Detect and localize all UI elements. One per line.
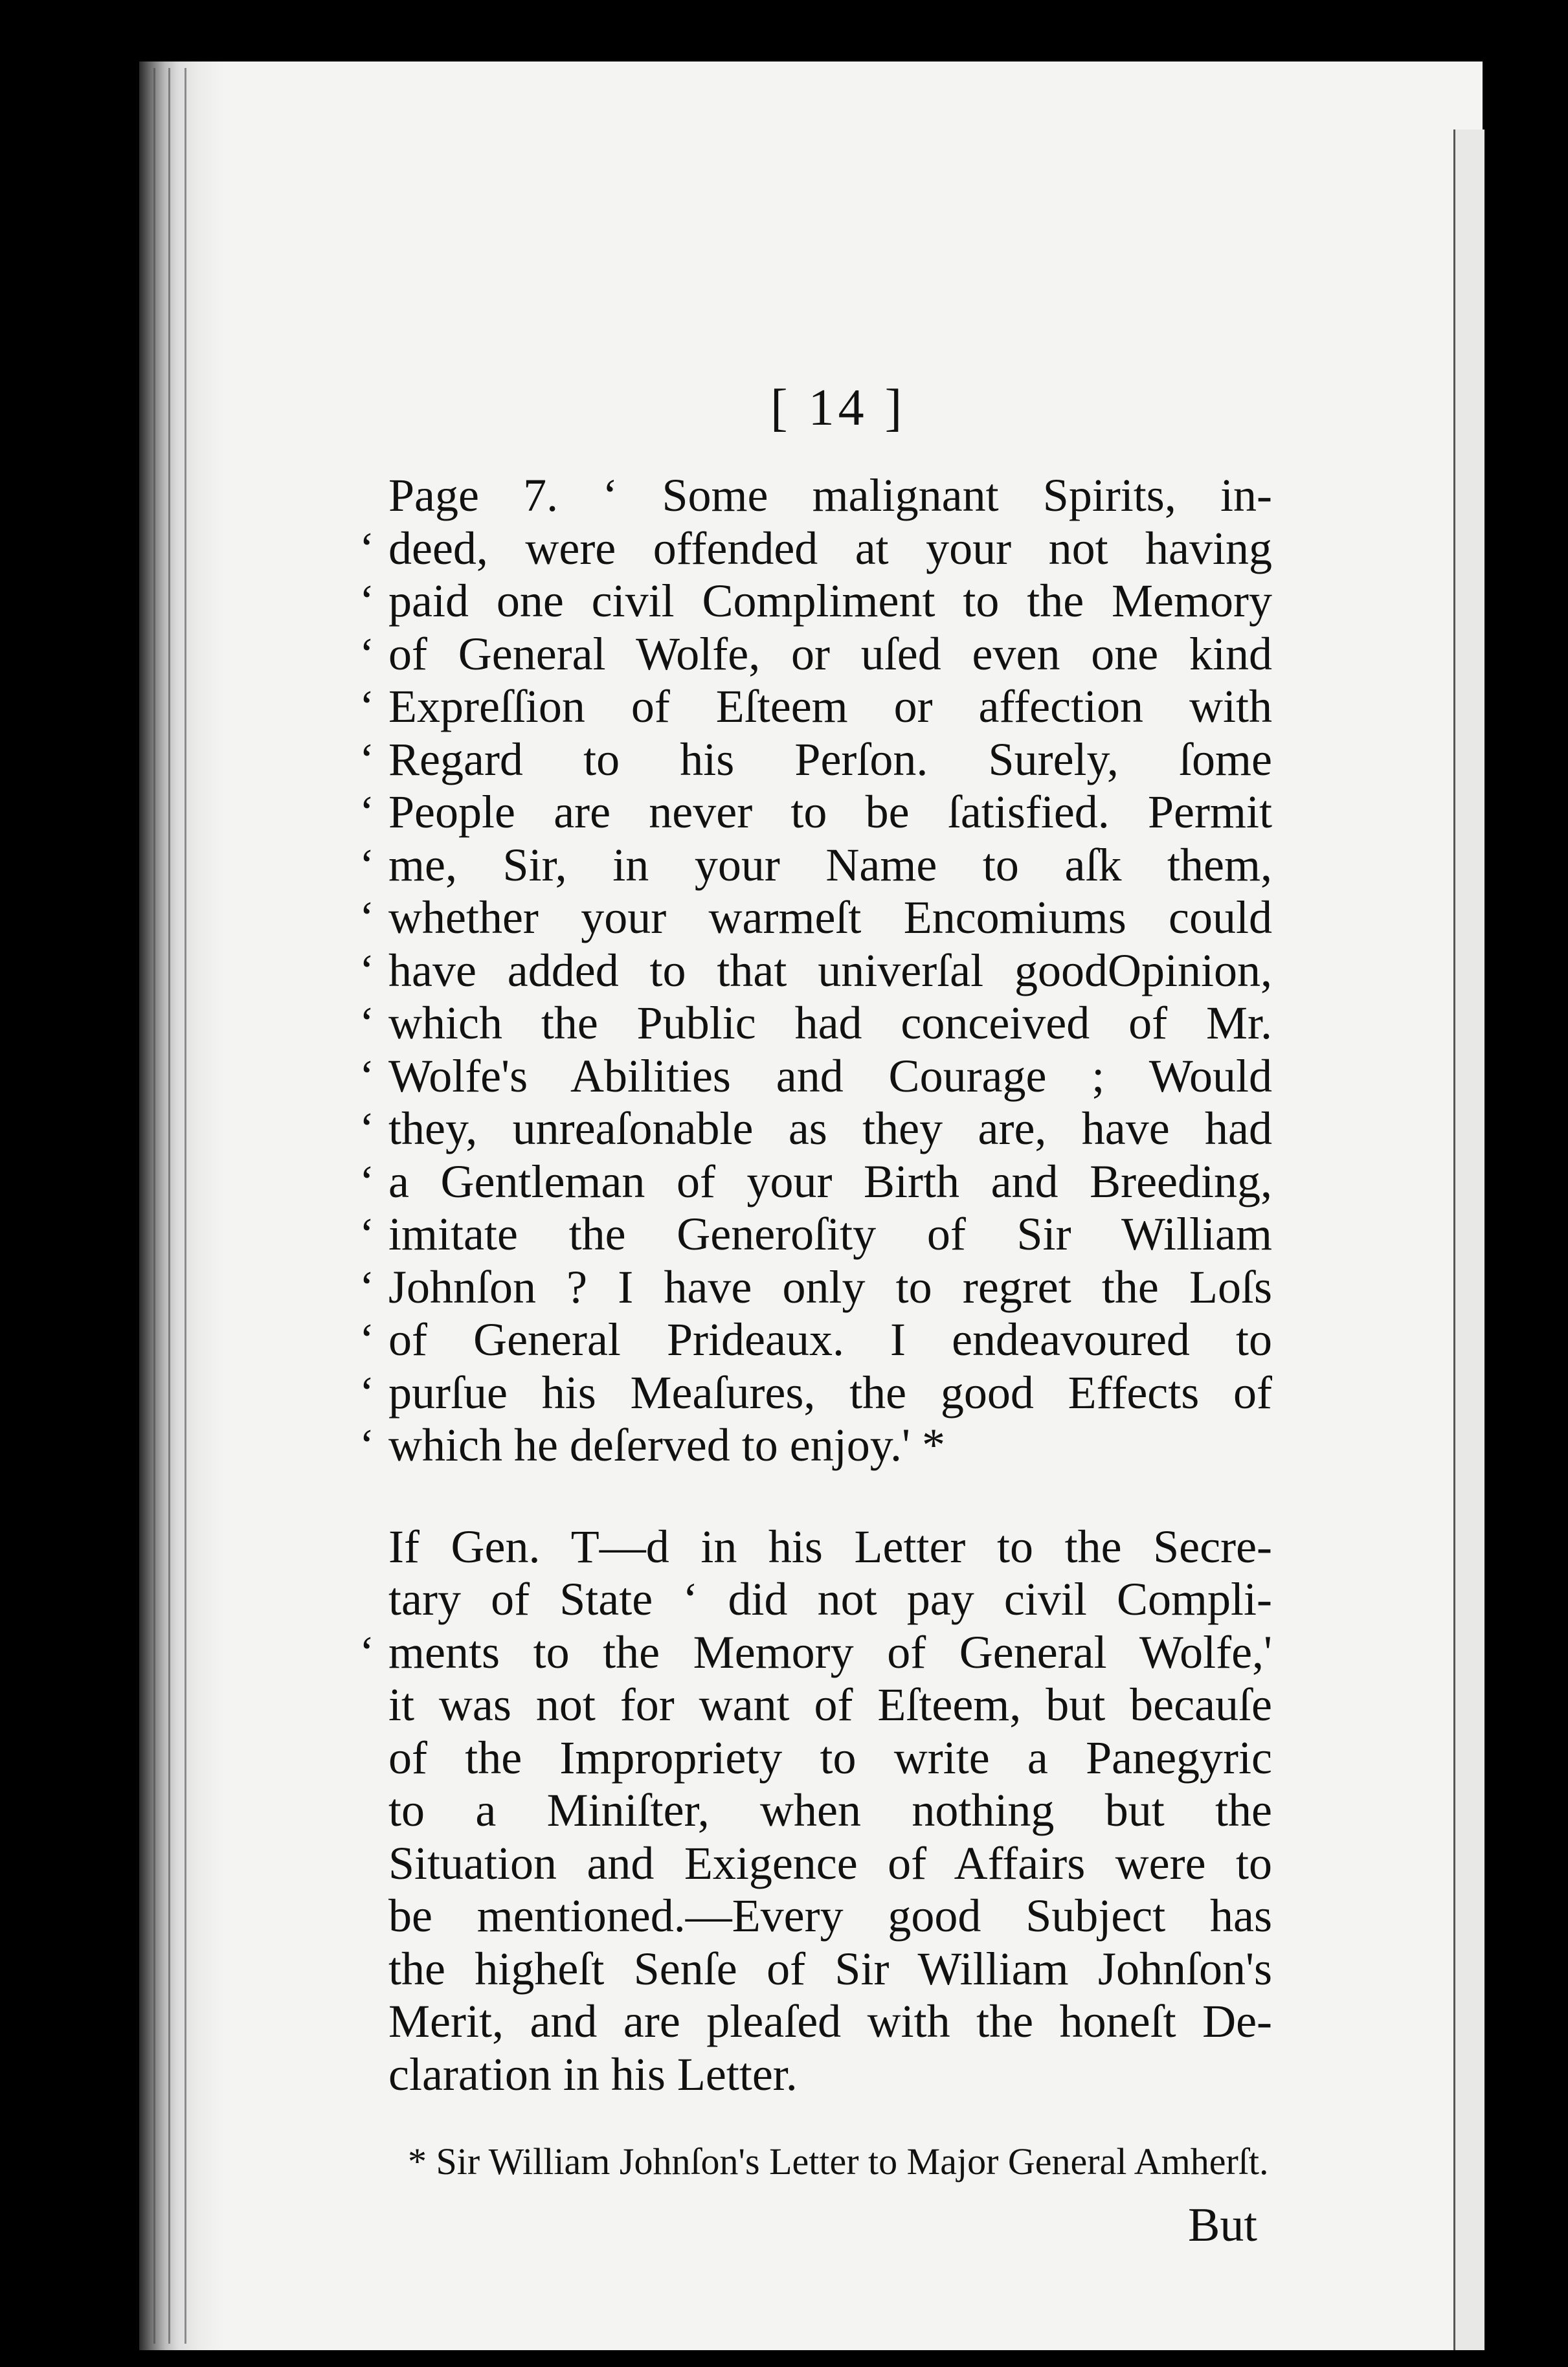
quote-mark: ‘ [359,734,375,785]
quote-mark: ‘ [359,787,375,837]
quote-mark: ‘ [359,1315,375,1365]
quote-mark: ‘ [359,1367,375,1418]
quote-mark: ‘ [359,893,375,943]
line-text: Expreſſion of Eſteem or affection with [388,680,1272,732]
text-line [359,838,1272,892]
text-line [388,469,1272,522]
quote-mark: ‘ [359,1051,375,1101]
text-line [388,1521,1272,1574]
line-text: of General Prideaux. I endeavoured to [388,1314,1272,1365]
text-line [359,1208,1272,1261]
text-line [359,680,1272,734]
text-line [388,1890,1272,1943]
page-number: [ 14 ] [770,379,906,436]
text-line [388,1679,1272,1732]
text-line [359,1103,1272,1156]
line-text: me, Sir, in your Name to aſk them, [388,838,1272,891]
line-text: Merit, and are pleaſed with the honeſt De- [388,1995,1272,2047]
catchword: But [1188,2199,1257,2252]
line-text: imitate the Generoſity of Sir William [388,1208,1272,1260]
text-line [359,733,1272,787]
quote-mark: ‘ [359,1420,375,1470]
line-text: whether your warmeſt Encomiums could [388,892,1272,943]
line-text: which the Public had conceived of Mr. [388,997,1272,1049]
quote-mark: ‘ [359,629,375,679]
text-line [388,1784,1272,1837]
text-line [359,944,1272,998]
text-line [359,1626,1272,1679]
line-text: it was not for want of Eſteem, but becauſe [388,1679,1272,1731]
line-text: tary of State ‘ did not pay civil Compli- [388,1573,1272,1625]
quote-mark: ‘ [359,998,375,1048]
gutter-line [168,68,170,2344]
text-line [388,2048,1272,2102]
text-line [388,1732,1272,1785]
text-line [359,1419,1272,1472]
paragraph-1 [359,469,1272,1472]
text-line [359,522,1272,576]
line-text: be mentioned.—Every good Subject has [388,1890,1272,1942]
quote-mark: ‘ [359,523,375,574]
quote-mark: ‘ [359,682,375,732]
text-line [359,575,1272,628]
text-line [359,627,1272,681]
text-line [359,1314,1272,1367]
quote-mark: ‘ [359,840,375,890]
text-line [359,786,1272,839]
body-text [359,469,1272,2101]
quote-mark: ‘ [359,1209,375,1259]
footnote: * Sir William Johnſon's Letter to Major General Amherſt. [408,2140,1269,2182]
quote-mark: ‘ [359,576,375,626]
line-text: Situation and Exigence of Affairs were to [388,1837,1272,1889]
line-text: claration in his Letter. [388,2048,798,2100]
line-text: a Gentleman of your Birth and Breeding, [388,1155,1272,1207]
line-text: If Gen. T—d in his Letter to the Secre- [388,1520,1272,1573]
line-text: paid one civil Compliment to the Memory [388,575,1272,627]
text-line [359,997,1272,1050]
text-line [388,1573,1272,1626]
text-line [359,1155,1272,1209]
quote-mark: ‘ [359,1627,375,1677]
line-text: to a Miniſter, when nothing but the [388,1784,1272,1836]
line-text: ments to the Memory of General Wolfe,' [388,1626,1272,1678]
next-page-edge [1453,129,1484,2350]
line-text: they, unreaſonable as they are, have had [388,1103,1272,1154]
gutter-line [153,68,155,2344]
line-text: of General Wolfe, or uſed even one kind [388,627,1272,680]
line-text: have added to that univerſal goodOpinion, [388,944,1272,996]
line-text: Johnſon ? I have only to regret the Loſs [388,1261,1272,1313]
text-line [388,1837,1272,1890]
text-line [359,1049,1272,1103]
quote-mark: ‘ [359,945,375,996]
quote-mark: ‘ [359,1156,375,1207]
gutter-line [185,68,186,2344]
page-gutter [139,62,223,2350]
quote-mark: ‘ [359,1262,375,1312]
text-line [359,892,1272,945]
line-text: purſue his Meaſures, the good Effects of [388,1366,1272,1419]
line-text: which he deſerved to enjoy.' * [388,1419,946,1471]
line-text: People are never to be ſatisfied. Permit [388,786,1272,838]
line-text: of the Impropriety to write a Panegyric [388,1731,1272,1784]
line-text: Page 7. ‘ Some malignant Spirits, in- [388,469,1272,521]
text-line [359,1366,1272,1420]
text-line [388,1943,1272,1996]
text-line [359,1261,1272,1314]
line-text: the higheſt Senſe of Sir William Johnſon's [388,1942,1272,1995]
text-line [388,1995,1272,2048]
paragraph-2 [359,1520,1272,2102]
line-text: deed, were offended at your not having [388,522,1272,574]
quote-mark: ‘ [359,1104,375,1154]
line-text: Regard to his Perſon. Surely, ſome [388,733,1272,785]
line-text: Wolfe's Abilities and Courage ; Would [388,1049,1272,1102]
